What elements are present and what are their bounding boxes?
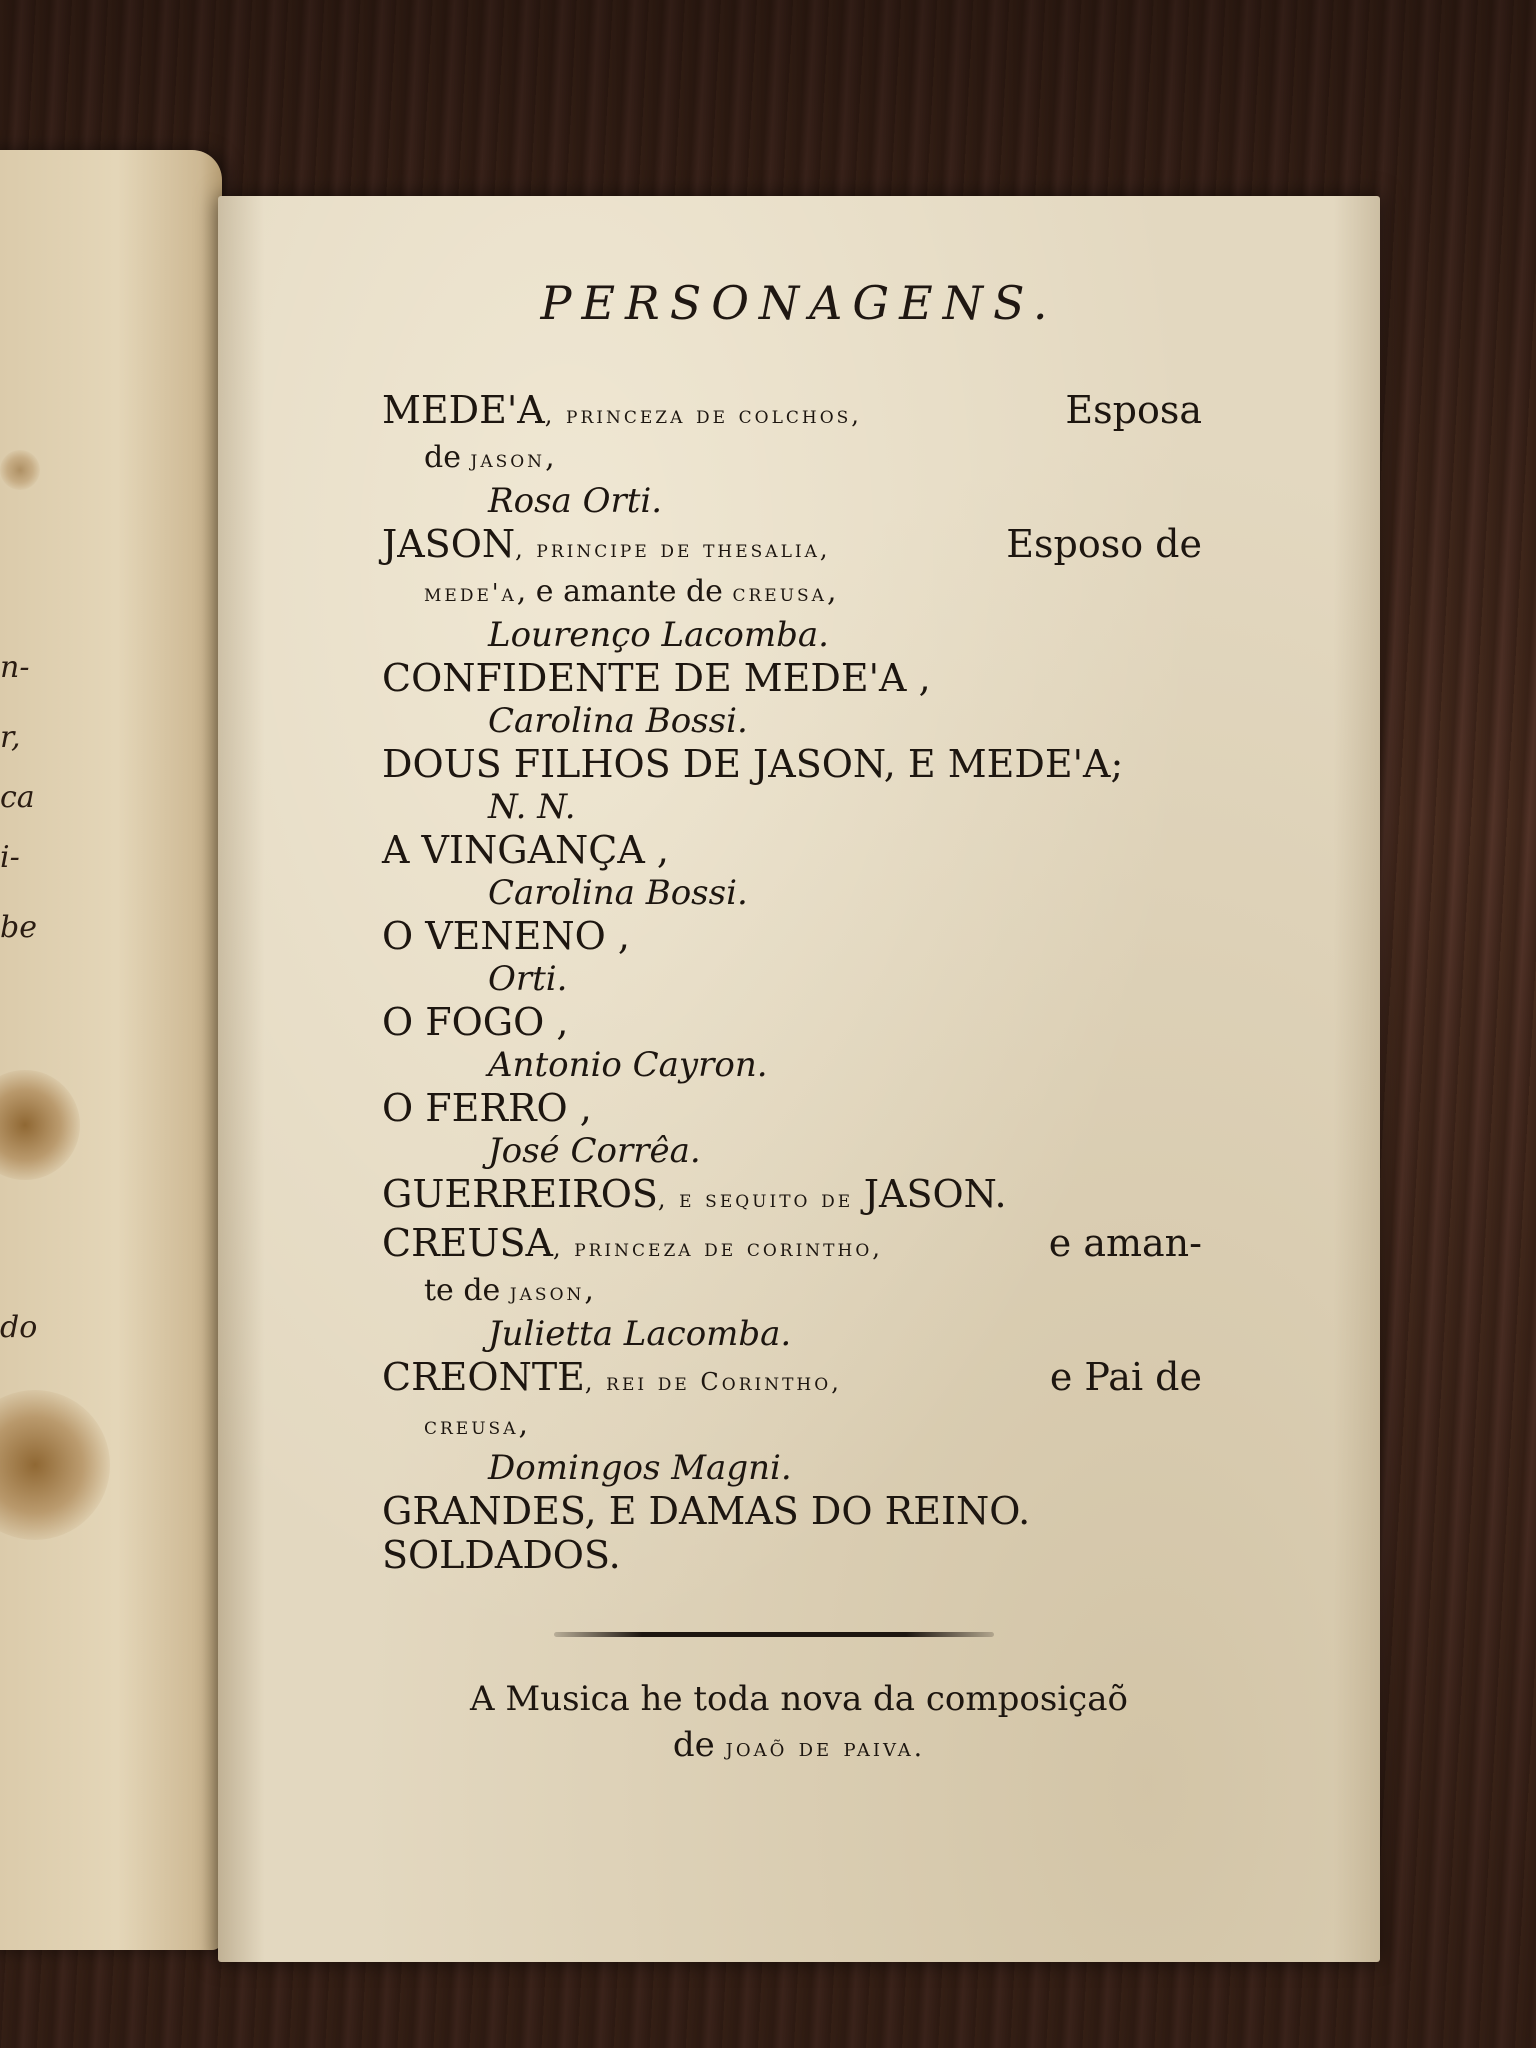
role-name: A VINGANÇA ,: [382, 828, 669, 872]
actor-name: Julietta Lacomba.: [488, 1314, 792, 1354]
role-name: O FOGO ,: [382, 1000, 569, 1044]
margin-fragment: do: [0, 1310, 38, 1345]
actor-name: Antonio Cayron.: [488, 1045, 768, 1085]
cast-entry-fogo: [382, 1000, 1202, 1086]
role-description-end: e Pai de: [1049, 1355, 1202, 1399]
role-name: MEDE'A: [382, 388, 545, 432]
continuation-punct: ,: [584, 1273, 594, 1308]
actor-name: Orti.: [488, 959, 568, 999]
horizontal-rule: [554, 1632, 994, 1637]
left-page: [0, 150, 222, 1950]
actor-name: Carolina Bossi.: [488, 873, 748, 913]
role-description-end: e aman-: [1048, 1221, 1202, 1265]
continuation-name: creusa: [424, 1412, 519, 1440]
role-name: O FERRO ,: [382, 1086, 592, 1130]
actor-name: Lourenço Lacomba.: [488, 615, 829, 655]
music-note: [218, 1676, 1380, 1771]
role-continuation: [382, 1404, 1202, 1447]
cast-entry-medea: [382, 388, 1202, 522]
role-line: [382, 388, 1202, 437]
role-description: , rei de Corintho,: [584, 1368, 842, 1396]
cast-entry-guerreiros: [382, 1172, 1202, 1221]
role-line: [382, 1221, 1202, 1270]
cast-entry-creusa: [382, 1221, 1202, 1355]
cast-entry-ferro: [382, 1086, 1202, 1172]
role-name: CREONTE: [382, 1355, 585, 1399]
actor-name: Rosa Orti.: [488, 481, 663, 521]
role-description: , princeza de corintho,: [552, 1234, 883, 1262]
book-page: [218, 196, 1380, 1962]
role-description-end: JASON.: [863, 1172, 1007, 1216]
margin-fragment: ca: [0, 780, 35, 815]
role-name: GUERREIROS: [382, 1172, 658, 1216]
role-name: GRANDES, E DAMAS DO REINO.: [382, 1489, 1031, 1533]
role-name: SOLDADOS.: [382, 1533, 621, 1577]
continuation-punct: ,: [826, 574, 837, 609]
role-description-end: Esposo de: [1006, 522, 1202, 566]
role-name: O VENENO ,: [382, 914, 630, 958]
role-description: , princeza de colchos,: [544, 401, 862, 429]
margin-fragment: i-: [0, 840, 20, 875]
role-line: [382, 1355, 1202, 1404]
role-name: CONFIDENTE DE MEDE'A ,: [382, 656, 931, 700]
continuation-text: de: [424, 440, 471, 475]
cast-entry-confidente: [382, 656, 1202, 742]
music-note-line-2: [218, 1722, 1380, 1771]
continuation-name: jason: [509, 1278, 585, 1306]
role-continuation: [382, 1270, 1202, 1313]
role-description: , e sequito de: [657, 1185, 864, 1213]
continuation-punct: ,: [545, 440, 555, 475]
role-name: JASON: [382, 522, 516, 566]
foxing-stain: [0, 450, 40, 490]
continuation-name: creusa: [732, 579, 827, 607]
role-text: [382, 388, 862, 437]
actor-name: N. N.: [488, 787, 576, 827]
cast-entry-soldados: [382, 1533, 1202, 1577]
margin-fragment: n-: [0, 650, 30, 685]
continuation-punct: ,: [518, 1407, 529, 1442]
actor-name: José Corrêa.: [488, 1131, 701, 1171]
cast-entry-jason: [382, 522, 1202, 656]
role-description-end: Esposa: [1065, 388, 1202, 432]
cast-entry-veneno: [382, 914, 1202, 1000]
role-continuation: [382, 571, 1202, 614]
continuation-text: , e amante de: [516, 574, 733, 609]
foxing-stain: [0, 1070, 80, 1180]
cast-list: [382, 388, 1202, 1577]
role-name: DOUS FILHOS DE JASON, E MEDE'A;: [382, 742, 1124, 786]
continuation-name: mede'a: [424, 579, 517, 607]
role-line: [382, 522, 1202, 571]
role-line: [382, 1172, 1202, 1221]
continuation-name: jason: [470, 445, 546, 473]
actor-name: Domingos Magni.: [488, 1448, 792, 1488]
role-description: , principe de thesalia,: [515, 535, 831, 563]
music-note-text: de: [672, 1725, 726, 1765]
page-title: PERSONAGENS.: [540, 276, 1058, 330]
role-continuation: [382, 437, 1202, 480]
margin-fragment: be: [0, 910, 37, 945]
cast-entry-creonte: [382, 1355, 1202, 1489]
cast-entry-vinganca: [382, 828, 1202, 914]
foxing-stain: [0, 1390, 110, 1540]
margin-fragment: r,: [0, 720, 21, 755]
actor-name: Carolina Bossi.: [488, 701, 748, 741]
music-note-line-1: A Musica he toda nova da composiçaõ: [470, 1679, 1128, 1719]
cast-entry-filhos: [382, 742, 1202, 828]
continuation-text: te de: [424, 1273, 510, 1308]
role-text: [382, 1221, 883, 1270]
role-name: CREUSA: [382, 1221, 553, 1265]
role-text: [382, 1355, 842, 1404]
cast-entry-grandes: [382, 1489, 1202, 1533]
role-text: [382, 522, 831, 571]
composer-name: joaõ de paiva.: [725, 1733, 926, 1763]
